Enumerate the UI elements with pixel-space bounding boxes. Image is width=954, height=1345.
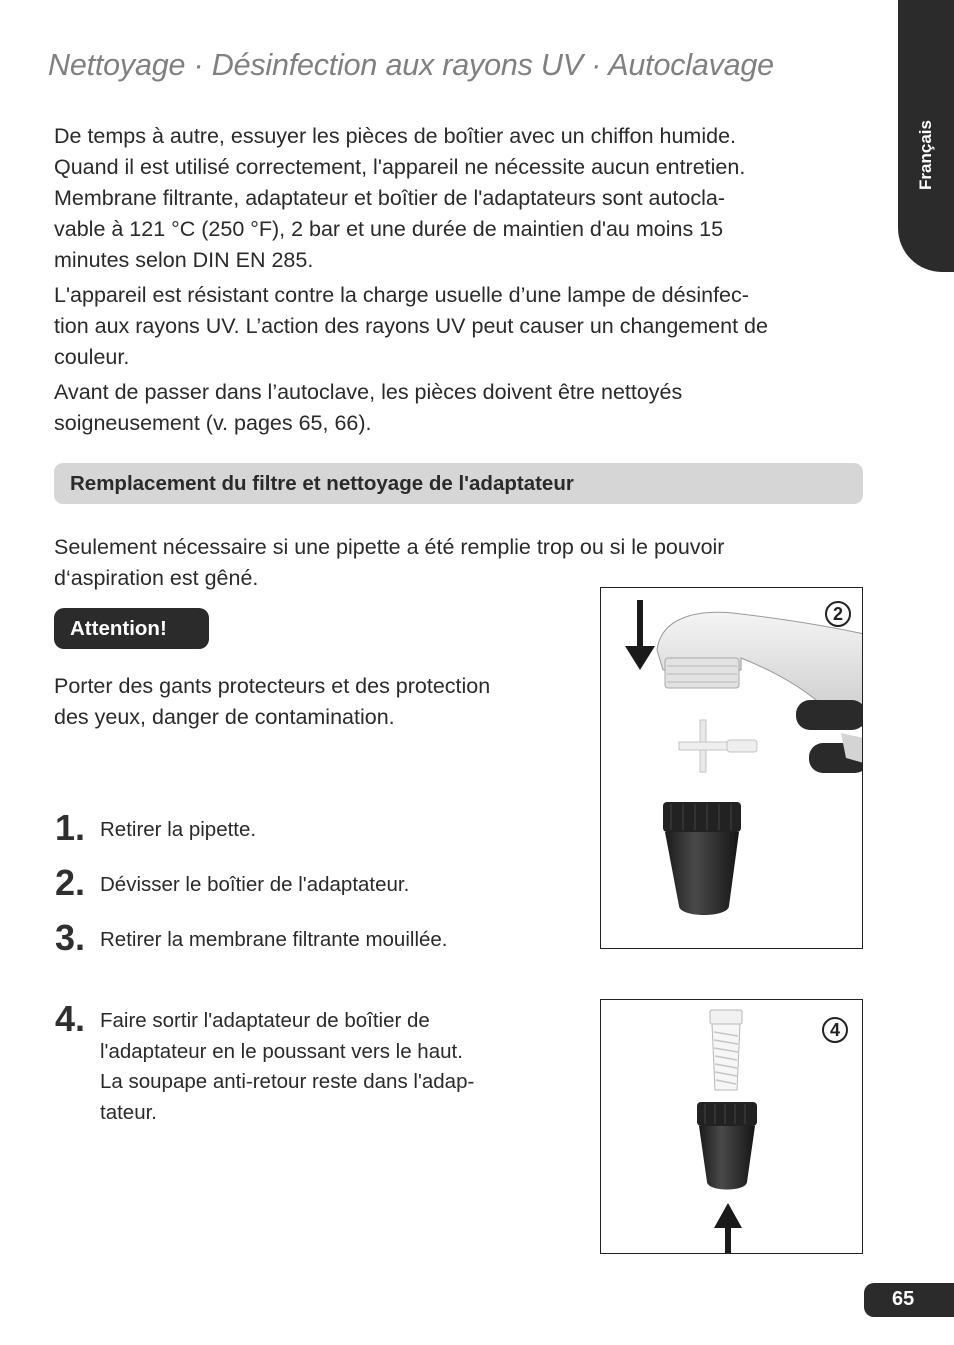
section-intro-line: d‘aspiration est gêné. xyxy=(54,566,259,590)
arrow-down-icon xyxy=(625,646,655,670)
step-text xyxy=(100,1006,474,1128)
intro-line: vable à 121 °C (250 °F), 2 bar et une durée de maintien d'au moins 15 xyxy=(54,217,724,241)
step-text xyxy=(100,870,409,901)
warning-line: Porter des gants protecteurs et des protection xyxy=(54,674,491,698)
intro-line: De temps à autre, essuyer les pièces de boîtier avec un chiffon humide. xyxy=(54,124,737,148)
attention-badge xyxy=(54,608,209,649)
intro-line: Membrane filtrante, adaptateur et boîtier de l'adaptateurs sont autocla- xyxy=(54,186,726,210)
language-tab xyxy=(898,0,954,272)
step-line: Retirer la pipette. xyxy=(100,818,257,841)
page-number-tab xyxy=(864,1283,954,1317)
intro-line: tion aux rayons UV. L’action des rayons UV peut causer un changement de xyxy=(54,314,768,338)
step-line: Faire sortir l'adaptateur de boîtier de xyxy=(100,1009,430,1032)
figure-label: 4 xyxy=(822,1017,848,1043)
step-number: 3. xyxy=(55,917,86,958)
intro-line: Avant de passer dans l’autoclave, les pièces doivent être nettoyés xyxy=(54,380,683,404)
figure-label: 2 xyxy=(825,601,851,627)
step-number: 2. xyxy=(55,862,86,903)
arrow-up-shaft xyxy=(725,1226,731,1254)
step-text xyxy=(100,925,448,956)
step-number: 1. xyxy=(55,807,86,848)
step-line: Retirer la membrane filtrante mouillée. xyxy=(100,928,448,951)
adapter-push-out-illustration xyxy=(601,1000,863,1254)
section-heading-bar xyxy=(54,463,863,504)
intro-line: couleur. xyxy=(54,345,130,369)
step-number: 4. xyxy=(55,998,86,1039)
intro-line: soigneusement (v. pages 65, 66). xyxy=(54,411,372,435)
pipette-controller-disassembly-illustration xyxy=(601,588,863,949)
step-line: l'adaptateur en le poussant vers le haut. xyxy=(100,1039,463,1063)
page-number: 65 xyxy=(892,1288,915,1310)
figure-step-4 xyxy=(600,999,863,1254)
figure-step-2 xyxy=(600,587,863,949)
intro-paragraph-2 xyxy=(54,280,768,373)
arrow-down-shaft xyxy=(637,600,643,652)
language-tab-label: Français xyxy=(916,120,935,190)
arrow-up-icon xyxy=(714,1203,742,1228)
step-line: La soupape anti-retour reste dans l'adap- xyxy=(100,1070,475,1093)
section-heading: Remplacement du filtre et nettoyage de l'adaptateur xyxy=(70,472,574,495)
page-title: Nettoyage · Désinfection aux rayons UV · Autoclavage xyxy=(48,48,774,82)
intro-paragraph-3 xyxy=(54,377,682,439)
intro-line: Quand il est utilisé correctement, l'appareil ne nécessite aucun entretien. xyxy=(54,155,746,179)
warning-line: des yeux, danger de contamination. xyxy=(54,705,395,729)
step-line: tateur. xyxy=(100,1100,157,1124)
intro-line: minutes selon DIN EN 285. xyxy=(54,248,314,272)
step-text xyxy=(100,815,256,846)
warning-text xyxy=(54,671,490,733)
step-line: Dévisser le boîtier de l'adaptateur. xyxy=(100,873,410,896)
intro-line: L'appareil est résistant contre la charge usuelle d’une lampe de désinfec- xyxy=(54,283,749,307)
attention-label: Attention! xyxy=(70,617,167,640)
section-intro xyxy=(54,532,724,594)
intro-paragraph-1 xyxy=(54,121,745,276)
section-intro-line: Seulement nécessaire si une pipette a été remplie trop ou si le pouvoir xyxy=(54,535,725,559)
